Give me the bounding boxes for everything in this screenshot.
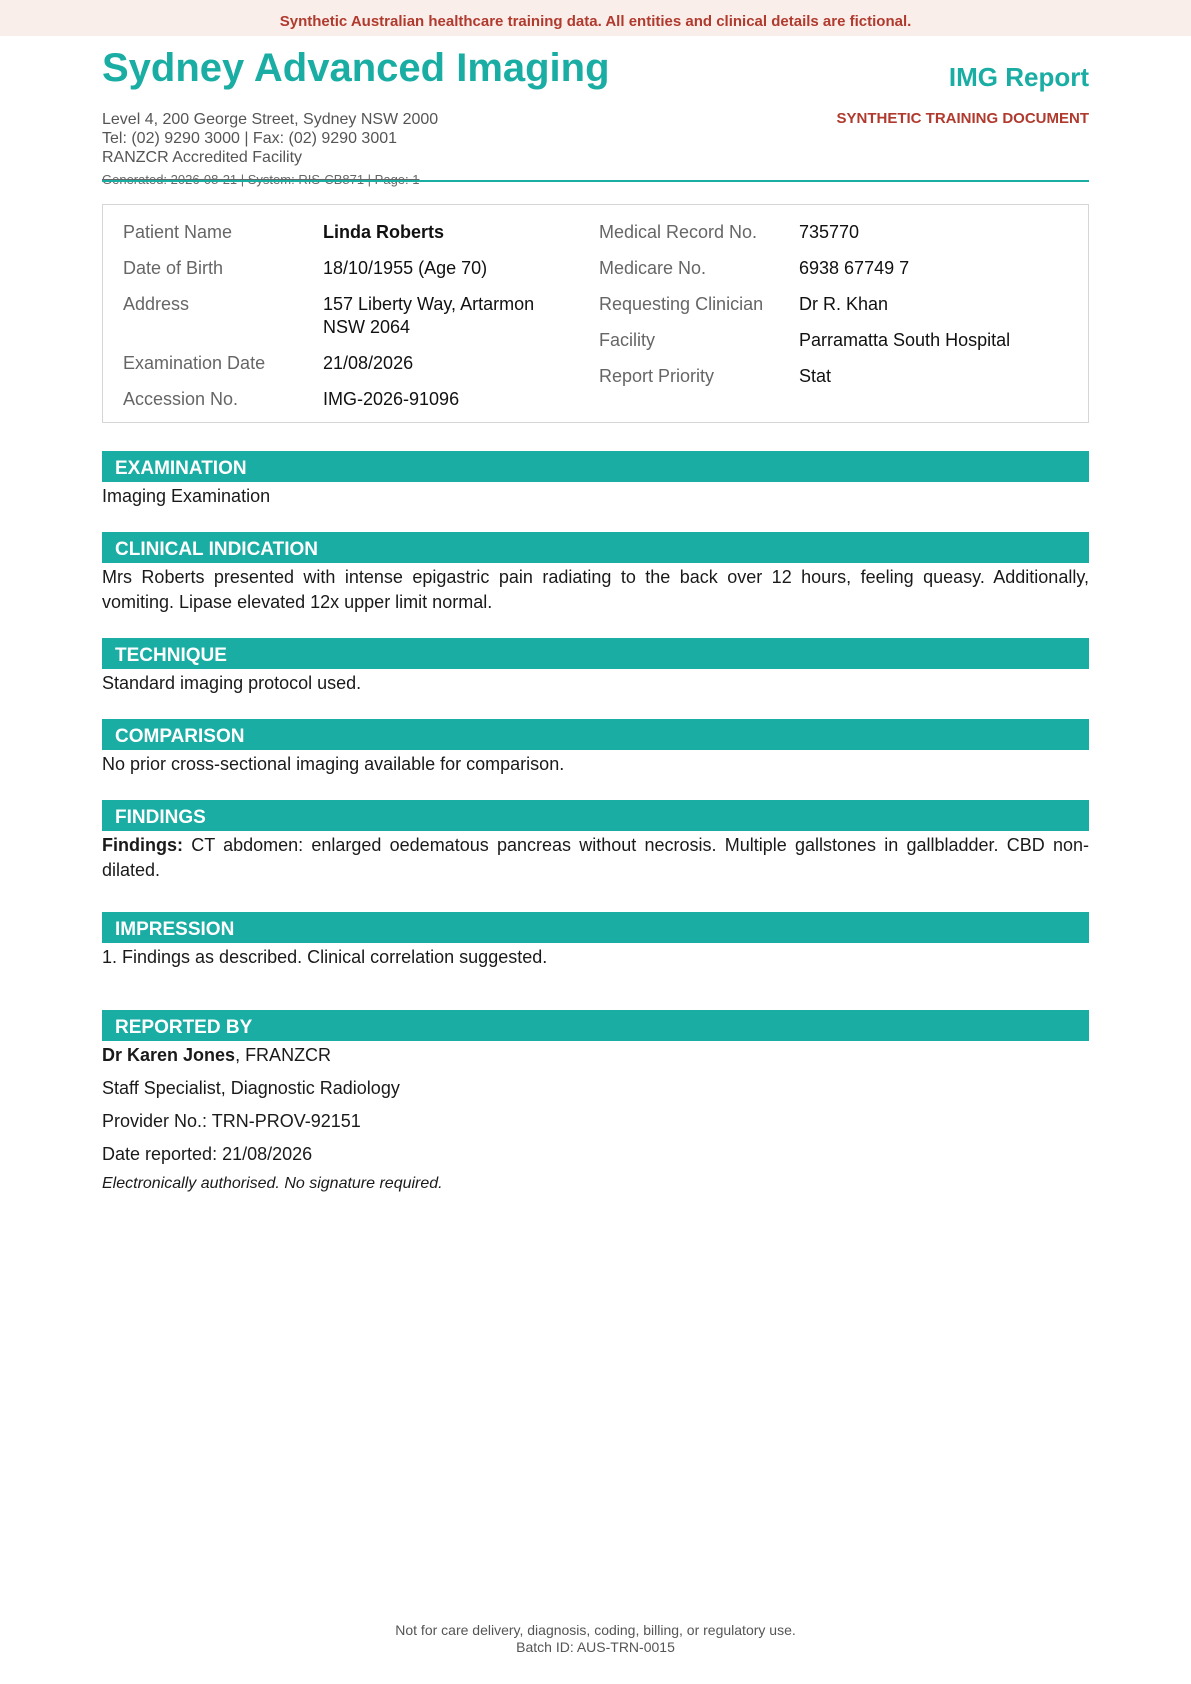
- header-divider: [102, 180, 1089, 182]
- field-label: Address: [123, 294, 190, 314]
- patient-details-left: [123, 221, 583, 424]
- field-label: Date of Birth: [123, 258, 224, 278]
- technique-section: [102, 638, 1089, 696]
- field-label: Patient Name: [123, 222, 233, 242]
- report-priority: Stat: [799, 366, 832, 386]
- field-label: Facility: [599, 330, 656, 350]
- page-footer: [0, 1622, 1191, 1656]
- patient-details-box: [102, 204, 1089, 423]
- reported-by-section: [102, 1010, 1089, 1193]
- comparison-section: [102, 719, 1089, 777]
- comparison-text: No prior cross-sectional imaging available for comparison.: [102, 754, 565, 774]
- field-label: Medicare No.: [599, 258, 707, 278]
- facility-accreditation: RANZCR Accredited Facility: [102, 149, 303, 166]
- footer-disclaimer: Not for care delivery, diagnosis, coding, billing, or regulatory use.: [395, 1622, 796, 1638]
- field-label: Report Priority: [599, 366, 715, 386]
- findings-label: Findings:: [102, 835, 183, 855]
- radiologist-name: Dr Karen Jones: [102, 1045, 236, 1065]
- field-label: Accession No.: [123, 389, 239, 409]
- clinical-indication-text: Mrs Roberts presented with intense epigastric pain radiating to the back over 12 hours, feeling queasy. Additionally, vomiting. Lipase elevated 12x upper limit normal.: [102, 567, 1089, 612]
- section-heading: EXAMINATION: [102, 451, 1089, 482]
- clinician-row: [599, 293, 1069, 316]
- findings-body: CT abdomen: enlarged oedematous pancreas without necrosis. Multiple gallstones in gallbladder. CBD non-dilated.: [102, 835, 1089, 880]
- authorisation-note: Electronically authorised. No signature required.: [102, 1175, 443, 1192]
- examination-section: [102, 451, 1089, 509]
- section-heading: IMPRESSION: [102, 912, 1089, 943]
- facility-row: [599, 329, 1069, 352]
- accession-number: IMG-2026-91096: [323, 389, 460, 409]
- impression-text: 1. Findings as described. Clinical correlation suggested.: [102, 947, 548, 967]
- accession-row: [123, 388, 583, 411]
- examination-date: 21/08/2026: [323, 353, 414, 373]
- radiologist-credentials: , FRANZCR: [235, 1045, 332, 1065]
- field-label: Requesting Clinician: [599, 294, 764, 314]
- date-of-birth: 18/10/1955 (Age 70): [323, 258, 488, 278]
- patient-address: [323, 293, 534, 339]
- patient-details-right: [599, 221, 1069, 401]
- impression-section: [102, 912, 1089, 970]
- patient-name-row: [123, 221, 583, 244]
- organisation-name: Sydney Advanced Imaging: [102, 46, 610, 90]
- synthetic-document-tag: SYNTHETIC TRAINING DOCUMENT: [836, 110, 1089, 127]
- facility-contact: Tel: (02) 9290 3000 | Fax: (02) 9290 3001: [102, 130, 398, 147]
- requesting-clinician: Dr R. Khan: [799, 294, 889, 314]
- patient-name: Linda Roberts: [323, 222, 445, 242]
- radiologist-role: Staff Specialist, Diagnostic Radiology: [102, 1078, 400, 1098]
- field-label: Examination Date: [123, 353, 266, 373]
- findings-section: [102, 800, 1089, 883]
- section-heading: REPORTED BY: [102, 1010, 1089, 1041]
- section-heading: FINDINGS: [102, 800, 1089, 831]
- field-label: Medical Record No.: [599, 222, 758, 242]
- synthetic-data-banner: Synthetic Australian healthcare training data. All entities and clinical details are fictional.: [0, 0, 1191, 36]
- technique-text: Standard imaging protocol used.: [102, 673, 362, 693]
- address-row: [123, 293, 583, 339]
- facility-address: Level 4, 200 George Street, Sydney NSW 2000: [102, 111, 439, 128]
- radiologist-name-line: [102, 1043, 1089, 1068]
- section-heading: TECHNIQUE: [102, 638, 1089, 669]
- medicare-number: 6938 67749 7: [799, 258, 910, 278]
- section-heading: COMPARISON: [102, 719, 1089, 750]
- facility-details: [102, 110, 438, 167]
- priority-row: [599, 365, 1069, 388]
- exam-date-row: [123, 352, 583, 375]
- mrn-row: [599, 221, 1069, 244]
- date-reported: Date reported: 21/08/2026: [102, 1144, 313, 1164]
- section-heading: CLINICAL INDICATION: [102, 532, 1089, 563]
- medicare-row: [599, 257, 1069, 280]
- examination-text: Imaging Examination: [102, 486, 271, 506]
- address-line-1: 157 Liberty Way, Artarmon: [323, 294, 535, 314]
- medical-record-number: 735770: [799, 222, 860, 242]
- batch-id: Batch ID: AUS-TRN-0015: [516, 1639, 675, 1655]
- provider-number: Provider No.: TRN-PROV-92151: [102, 1111, 361, 1131]
- clinical-indication-section: [102, 532, 1089, 615]
- address-line-2: NSW 2064: [323, 317, 411, 337]
- report-title: IMG Report: [948, 62, 1089, 92]
- facility: Parramatta South Hospital: [799, 330, 1011, 350]
- dob-row: [123, 257, 583, 280]
- findings-text: [102, 833, 1089, 883]
